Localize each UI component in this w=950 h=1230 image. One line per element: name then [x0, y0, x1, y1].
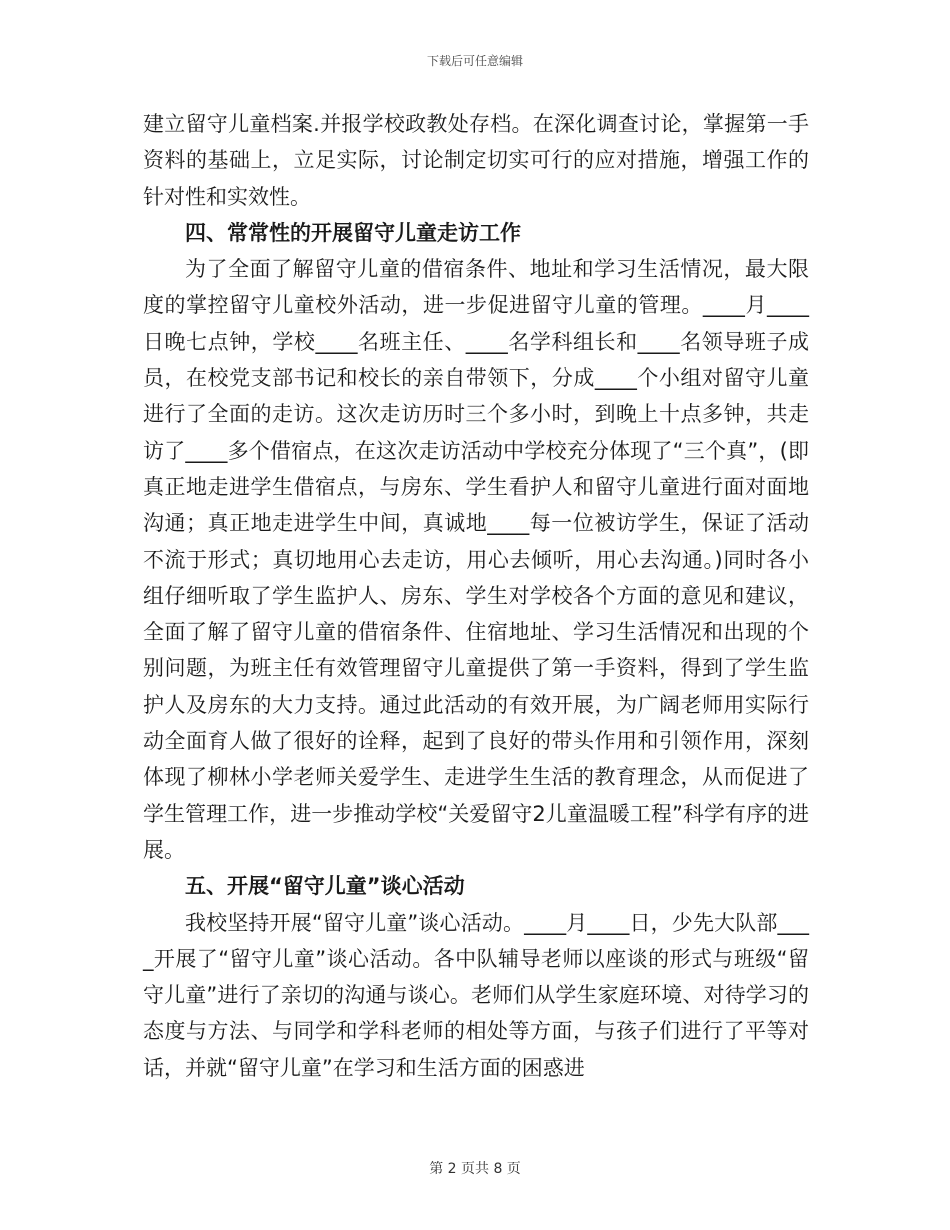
paragraph-heart-to-heart: 我校坚持开展“留守儿童”谈心活动。____月____日，少先大队部____开展了“留守儿童”谈心活动。各中队辅导老师以座谈的形式与班级“留守儿童”进行了亲切的沟通与谈心。老师们从学生家庭环境、对待学习的态度与方法、与同学和学科老师的相处等方面，与孩子们进行了平等对话，并就“留守儿童”在学习和生活方面的困惑进: [143, 910, 809, 1080]
page-number-footer: 第 2 页共 8 页: [429, 1161, 521, 1177]
paragraph-visit-work: 为了全面了解留守儿童的借宿条件、地址和学习生活情况，最大限度的掌控留守儿童校外活动，进一步促进留守儿童的管理。____月____日晚七点钟，学校____名班主任、____名学科组长和____名领导班子成员，在校党支部书记和校长的亲自带领下，分成____个小组对留守儿童进行了全面的走访。这次走访历时三个多小时，到晚上十点多钟，共走访了____多个借宿点，在这次走访活动中学校充分体现了“三个真”，(即真正地走进学生借宿点，与房东、学生看护人和留守儿童进行面对面地沟通；真正地走进学生中间，真诚地____每一位被访学生，保证了活动不流于形式；真切地用心去走访，用心去倾听，用心去沟通。)同时各小组仔细听取了学生监护人、房东、学生对学校各个方面的意见和建议，全面了解了留守儿童的借宿条件、住宿地址、学习生活情况和出现的个别问题，为班主任有效管理留守儿童提供了第一手资料，得到了学生监护人及房东的大力支持。通过此活动的有效开展，为广阔老师用实际行动全面育人做了很好的诠释，起到了良好的带头作用和引领作用，深刻体现了柳林小学老师关爱学生、走进学生生活的教育理念，从而促进了学生管理工作，进一步推动学校“关爱留守2儿童温暖工程”科学有序的进展。: [143, 257, 809, 862]
section-heading-five: 五、开展“留守儿童”谈心活动: [185, 874, 465, 899]
paragraph-intro-continuation: 建立留守儿童档案.并报学校政教处存档。在深化调查讨论，掌握第一手资料的基础上，立足实际，讨论制定切实可行的应对措施，增强工作的针对性和实效性。: [143, 112, 809, 209]
page-header: 下载后可任意编辑: [426, 54, 523, 68]
section-heading-four: 四、常常性的开展留守儿童走访工作: [185, 220, 521, 245]
document-body: [143, 106, 809, 1086]
